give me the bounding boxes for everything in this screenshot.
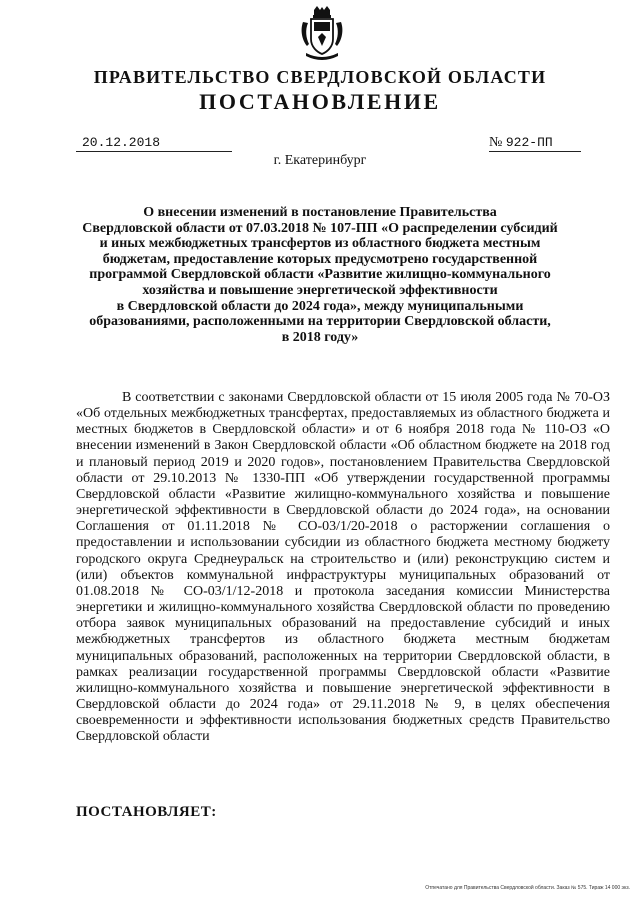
- subject-line: и иных межбюджетных трансфертов из областного бюджета местным: [99, 236, 541, 252]
- city: г. Екатеринбург: [273, 153, 367, 168]
- coat-of-arms-icon: [300, 6, 344, 62]
- print-footer: Отпечатано для Правительства Свердловской области. Заказ № 575. Тираж 14 000 экз.: [425, 885, 630, 891]
- subject-line: в Свердловской области до 2024 года», между муниципальными: [116, 298, 524, 314]
- body-paragraph: [76, 390, 610, 745]
- subject-line: Свердловской области от 07.03.2018 № 107-ПП «О распределении субсидий: [82, 220, 558, 236]
- document-subject: [70, 205, 570, 345]
- subject-line: образованиями, расположенными на территории Свердловской области,: [89, 314, 551, 330]
- number-prefix: №: [489, 135, 503, 150]
- subject-line: в 2018 году»: [281, 329, 359, 345]
- subject-line: бюджетам, предоставление которых предусмотрено государственной: [102, 251, 538, 267]
- body-text: В соответствии с законами Свердловской области от 15 июля 2005 года № 70-ОЗ «Об отдельных межбюджетных трансфертах, предоставляемых из областного бюджета и местных бюджетов в Свердловской области» и от 6 ноября 2018 года № 110-ОЗ «О внесении изменений в Закон Свердловской области «Об областном бюджете на 2018 год и плановый период 2019 и 2020 годов», постановлением Правительства Свердловской области от 29.10.2013 № 1330-ПП «Об утверждении государственной программы Свердловской области «Развитие жилищно-коммунального хозяйства и повышение энергетической эффективности в Свердловской области до 2024 года», на основании Соглашения от 01.11.2018 № СО-03/1/20-2018 о расторжении соглашения о предоставлении и использовании субсидии из областного бюджета местному бюджету городского округа Среднеуральск на строительство и (или) реконструкцию систем и (или) объектов коммунальной инфраструктуры муниципальных образований от 01.08.2018 № СО-03/1/12-2018 и протокола заседания комиссии Министерства энергетики и жилищно-коммунального хозяйства Свердловской области по проведению отбора заявок муниципальных образований на предоставление субсидий и иных межбюджетных трансфертов из областного бюджета местным бюджетам муниципальных образований, расположенных на территории Свердловской области, в рамках реализации государственной программы Свердловской области «Развитие жилищно-коммунального хозяйства и повышение энергетической эффективности в Свердловской области до 2024 года» от 29.11.2018 № 9, в целях обеспечения своевременности и эффективности использования бюджетных средств Правительство Свердловской области: [76, 390, 610, 745]
- document-number-field: [489, 135, 581, 152]
- subject-line: О внесении изменений в постановление Правительства: [143, 205, 497, 220]
- government-title: ПРАВИТЕЛЬСТВО СВЕРДЛОВСКОЙ ОБЛАСТИ: [93, 67, 547, 87]
- document-number: 922-ПП: [505, 135, 553, 150]
- resolution-heading: ПОСТАНОВЛЯЕТ:: [76, 804, 217, 820]
- subject-line: хозяйства и повышение энергетической эффективности: [142, 282, 498, 298]
- document-type: ПОСТАНОВЛЕНИЕ: [199, 89, 441, 114]
- document-date: 20.12.2018: [76, 135, 232, 152]
- subject-line: программой Свердловской области «Развитие жилищно-коммунального: [89, 267, 551, 283]
